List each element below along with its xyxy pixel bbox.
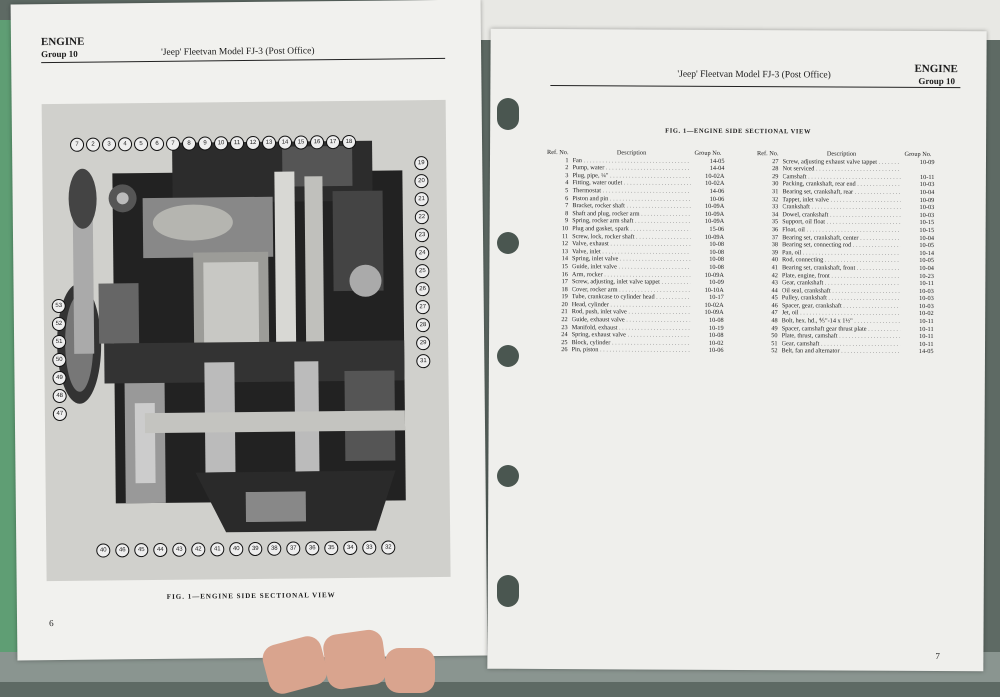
part-description-text: Pulley, crankshaft . . . xyxy=(782,295,900,303)
part-ref: 40 xyxy=(771,256,779,264)
part-ref: 39 xyxy=(771,248,779,256)
part-description xyxy=(780,188,902,196)
callout-number: 14 xyxy=(278,136,292,150)
part-ref: 19 xyxy=(561,293,568,301)
part-ref: 16 xyxy=(561,270,568,278)
part-group: 10-08 xyxy=(709,256,725,264)
part-description xyxy=(570,316,692,324)
callout-number: 20 xyxy=(414,174,428,188)
part-description-text: Thermostat . . . xyxy=(572,187,690,195)
part-group: 10-03 xyxy=(919,211,935,219)
figure-caption: FIG. 1—ENGINE SIDE SECTIONAL VIEW xyxy=(166,591,336,601)
part-ref: 31 xyxy=(772,188,779,196)
part-group: 10-09A xyxy=(704,309,724,317)
callout-number: 40 xyxy=(229,542,243,556)
parts-table-title: FIG. 1—ENGINE SIDE SECTIONAL VIEW xyxy=(665,127,812,136)
col-ref: Ref. No. xyxy=(757,150,779,158)
part-ref: 33 xyxy=(771,203,779,211)
part-description xyxy=(780,317,902,325)
part-group xyxy=(902,166,936,174)
part-group: 10-15 xyxy=(919,219,935,227)
binder-hole xyxy=(497,465,519,487)
part-ref: 36 xyxy=(771,226,779,234)
part-description-text: Plug, pipe, ¼" . . . xyxy=(572,172,690,180)
part-group: 10-10A xyxy=(704,286,724,294)
callout-number: 40 xyxy=(96,543,110,557)
part-group: 10-02A xyxy=(704,301,724,309)
callout-number: 23 xyxy=(415,228,429,242)
part-group: 10-09A xyxy=(704,233,725,241)
binder-hole xyxy=(497,575,519,607)
left-header-group-num: Group 10 xyxy=(41,48,78,60)
part-description-text: Guide, exhaust valve . . . xyxy=(572,316,690,324)
part-ref: 34 xyxy=(771,210,779,218)
callout-number: 51 xyxy=(52,335,66,349)
callout-number: 3 xyxy=(102,137,116,151)
part-group: 10-05 xyxy=(919,242,935,250)
part-ref: 20 xyxy=(561,300,568,308)
part-description-text: Pan, oil . . . xyxy=(782,249,900,257)
part-ref: 24 xyxy=(561,331,568,339)
part-group: 10-03 xyxy=(919,302,934,310)
part-ref: 23 xyxy=(561,323,568,331)
callout-number: 27 xyxy=(416,300,430,314)
part-description-text: Manifold, exhaust . . . xyxy=(572,324,690,332)
part-ref: 44 xyxy=(771,286,778,294)
part-description-text: Tappet, inlet valve . . . xyxy=(782,196,900,204)
part-description-text: Dowel, crankshaft . . . xyxy=(782,211,900,219)
part-group: 10-09A xyxy=(704,218,725,226)
callout-number: 9 xyxy=(198,136,212,150)
part-description-text: Cover, rocker arm . . . xyxy=(572,286,690,294)
part-group: 10-03 xyxy=(919,181,935,189)
part-group: 10-06 xyxy=(709,195,725,203)
part-ref: 43 xyxy=(771,279,778,287)
callout-number: 39 xyxy=(248,542,262,556)
right-header-rule xyxy=(550,85,960,88)
callout-number: 50 xyxy=(52,353,66,367)
part-description-text: Not serviced . . . xyxy=(782,165,900,173)
part-group: 10-09A xyxy=(704,271,724,279)
callout-number: 22 xyxy=(415,210,429,224)
part-description-text: Plug and gasket, spark . . . xyxy=(572,225,690,233)
part-ref: 50 xyxy=(771,332,778,340)
part-description-text: Pin, piston . . . xyxy=(571,347,689,355)
part-ref: 10 xyxy=(561,225,569,233)
part-ref: 51 xyxy=(771,340,778,348)
part-group: 14-05 xyxy=(918,348,934,356)
part-description-text: Valve, inlet . . . xyxy=(572,248,690,256)
part-ref: 22 xyxy=(561,316,568,324)
part-group: 10-08 xyxy=(709,263,724,271)
callout-number: 7 xyxy=(166,137,180,151)
binder-hole xyxy=(497,232,519,254)
callouts-bottom-row xyxy=(47,544,451,586)
callout-number: 34 xyxy=(343,541,357,555)
part-ref: 8 xyxy=(565,209,569,217)
part-group: 10-23 xyxy=(919,272,934,280)
part-ref: 47 xyxy=(771,309,778,317)
part-ref: 42 xyxy=(771,271,778,279)
part-description-text: Bearing set, crankshaft, center . . . xyxy=(782,234,900,242)
callout-number: 26 xyxy=(416,282,430,296)
callout-number: 24 xyxy=(415,246,429,260)
part-ref: 3 xyxy=(565,171,569,179)
part-group: 10-05 xyxy=(919,257,935,265)
part-description-text: Crankshaft . . . xyxy=(782,203,900,211)
callout-number: 10 xyxy=(214,136,228,150)
part-description-text: Support, oil float . . . xyxy=(782,219,900,227)
callout-number: 44 xyxy=(153,543,167,557)
part-ref: 15 xyxy=(561,262,568,271)
col-desc: Description xyxy=(826,150,857,158)
part-description xyxy=(570,263,692,271)
right-header-group-num: Group 10 xyxy=(918,75,956,87)
callout-number: 42 xyxy=(191,542,205,556)
callout-number: 11 xyxy=(230,136,244,150)
parts-row xyxy=(544,346,726,355)
callout-number: 45 xyxy=(134,543,148,557)
part-group: 10-11 xyxy=(919,318,934,326)
part-ref: 41 xyxy=(771,264,778,272)
part-group: 10-06 xyxy=(708,347,724,355)
callout-number: 19 xyxy=(414,156,428,170)
part-description xyxy=(570,278,692,286)
part-group: 10-19 xyxy=(708,324,724,332)
part-group: 10-11 xyxy=(919,173,935,181)
part-description-text: Spring, exhaust valve . . . xyxy=(572,331,690,339)
callout-number: 12 xyxy=(246,136,260,150)
part-description-text: Spacer, gear, crankshaft . . . xyxy=(782,302,900,310)
part-group: 10-09 xyxy=(709,278,724,287)
part-group: 10-11 xyxy=(919,280,934,288)
part-group: 10-02A xyxy=(705,180,725,188)
callout-number: 15 xyxy=(294,135,308,149)
part-group: 10-11 xyxy=(919,340,934,348)
part-ref: 49 xyxy=(771,324,778,332)
part-description-text: Rod, connecting . . . xyxy=(782,257,900,265)
part-ref: 21 xyxy=(561,308,568,316)
col-group: Group No. xyxy=(694,149,722,157)
part-ref: 28 xyxy=(772,165,779,173)
finger xyxy=(385,648,435,693)
right-header-title: 'Jeep' Fleetvan Model FJ-3 (Post Office) xyxy=(677,69,831,81)
callout-number: 36 xyxy=(305,541,319,555)
part-ref: 2 xyxy=(565,164,569,172)
right-page-number: 7 xyxy=(935,651,940,662)
callout-number: 31 xyxy=(416,354,430,368)
callout-number: 47 xyxy=(53,407,67,421)
part-ref: 38 xyxy=(771,241,779,249)
part-description-text: Spring, inlet valve . . . xyxy=(572,255,690,263)
part-ref: 5 xyxy=(565,187,569,195)
part-group: 10-08 xyxy=(709,240,725,249)
part-group: 10-09 xyxy=(919,196,935,204)
part-description-text: Block, cylinder . . . xyxy=(572,339,690,347)
callout-number: 49 xyxy=(52,371,66,385)
callout-number: 52 xyxy=(52,317,66,331)
part-description-text: Bolt, hex. hd., ⅘"-14 x 1½" . . . xyxy=(782,317,900,325)
part-ref: 35 xyxy=(771,218,779,226)
part-description xyxy=(780,226,902,234)
binder-hole xyxy=(497,98,519,130)
part-group: 10-03 xyxy=(919,287,934,295)
part-ref: 13 xyxy=(561,247,569,255)
callout-number: 32 xyxy=(381,540,395,554)
binder-hole xyxy=(497,345,519,367)
part-description xyxy=(780,264,902,272)
part-ref: 12 xyxy=(561,240,569,248)
part-description-text: Spacer, camshaft gear thrust plate . . . xyxy=(782,325,900,333)
part-ref: 52 xyxy=(771,347,778,355)
part-description-text: Gear, crankshaft . . . xyxy=(782,279,900,287)
part-description-text: Screw, adjusting exhaust valve tappet . . . xyxy=(782,158,900,166)
part-group: 10-02 xyxy=(918,310,934,318)
part-group: 10-08 xyxy=(708,332,724,340)
callout-number: 29 xyxy=(416,336,430,350)
part-description-text: Packing, crankshaft, rear end . . . xyxy=(782,181,900,189)
right-page xyxy=(487,29,986,672)
callout-number: 25 xyxy=(415,264,429,278)
part-ref: 18 xyxy=(561,285,568,293)
part-group: 10-09 xyxy=(919,158,935,166)
part-group: 10-11 xyxy=(919,333,934,341)
part-ref: 14 xyxy=(561,255,569,263)
part-description-text: Fan . . . xyxy=(572,157,690,165)
callout-number: 7 xyxy=(70,138,84,152)
part-description-text: Belt, fan and alternator . . . xyxy=(781,348,899,356)
col-ref: Ref. No. xyxy=(547,149,569,157)
part-ref: 46 xyxy=(771,302,778,310)
part-group: 10-14 xyxy=(919,249,935,257)
engine-cutaway-illustration xyxy=(42,100,451,581)
part-group: 10-11 xyxy=(919,325,934,333)
callout-number: 16 xyxy=(310,135,324,149)
part-description-text: Oil seal, crankshaft . . . xyxy=(782,287,900,295)
part-group: 10-03 xyxy=(919,204,935,212)
part-ref: 6 xyxy=(565,194,569,202)
part-description-text: Spring, rocker arm shaft . . . xyxy=(572,217,690,225)
part-group: 10-08 xyxy=(708,316,724,324)
part-description-text: Head, cylinder . . . xyxy=(572,301,690,309)
part-ref: 27 xyxy=(772,157,779,165)
callout-number: 6 xyxy=(150,137,164,151)
part-description-text: Plate, thrust, camshaft . . . xyxy=(782,332,900,340)
callout-number: 28 xyxy=(416,318,430,332)
part-ref: 29 xyxy=(772,172,779,180)
part-ref: 17 xyxy=(561,278,568,286)
part-group: 10-02 xyxy=(708,339,724,347)
part-description-text: Camshaft . . . xyxy=(782,173,900,181)
callout-number: 35 xyxy=(324,541,338,555)
part-ref: 37 xyxy=(771,233,779,241)
part-description-text: Gear, camshaft . . . xyxy=(782,340,900,348)
callout-number: 13 xyxy=(262,136,276,150)
part-description-text: Bearing set, crankshaft, rear . . . xyxy=(782,188,900,196)
part-group: 10-15 xyxy=(919,226,935,234)
part-description-text: Screw, adjusting, inlet valve tappet . . . xyxy=(572,278,690,286)
part-group: 10-04 xyxy=(919,264,934,272)
part-ref: 48 xyxy=(771,317,778,325)
left-page xyxy=(11,0,488,660)
part-group: 14-06 xyxy=(709,187,725,195)
part-group: 10-09A xyxy=(704,210,725,218)
left-header-group: ENGINE xyxy=(40,35,85,49)
part-ref: 7 xyxy=(565,202,569,210)
part-ref: 11 xyxy=(562,232,569,240)
finger xyxy=(321,628,388,691)
part-ref: 4 xyxy=(565,179,569,187)
col-desc: Description xyxy=(616,149,647,157)
part-group: 15-06 xyxy=(709,225,725,233)
callout-number: 38 xyxy=(267,542,281,556)
part-description xyxy=(569,347,691,355)
callout-number: 37 xyxy=(286,541,300,555)
callout-number: 33 xyxy=(362,541,376,555)
part-description-text: Plate, engine, front . . . xyxy=(782,272,900,280)
callout-number: 4 xyxy=(118,137,132,151)
part-ref: 26 xyxy=(561,346,568,354)
callout-number: 8 xyxy=(182,137,196,151)
part-group: 10-08 xyxy=(709,248,725,256)
part-description-text: Screw, lock, rocker shaft . . . xyxy=(572,233,690,241)
part-group: 14-05 xyxy=(709,157,725,165)
part-ref: 30 xyxy=(772,180,779,188)
part-ref: 9 xyxy=(565,217,569,225)
part-description-text: Tube, crankcase to cylinder head . . . xyxy=(572,293,690,301)
part-group: 10-09A xyxy=(704,202,725,211)
part-description-text: Guide, inlet valve . . . xyxy=(572,263,690,271)
part-group: 10-04 xyxy=(919,234,935,242)
part-description-text: Jet, oil . . . xyxy=(782,310,900,318)
left-header-title: 'Jeep' Fleetvan Model FJ-3 (Post Office) xyxy=(161,46,315,58)
callout-number: 48 xyxy=(53,389,67,403)
part-description-text: Shaft and plug, rocker arm . . . xyxy=(572,210,690,218)
part-description-text: Rod, push, inlet valve . . . xyxy=(572,309,690,317)
part-ref: 25 xyxy=(561,338,568,346)
part-group: 10-03 xyxy=(919,295,934,303)
callout-number: 18 xyxy=(342,135,356,149)
part-ref: 32 xyxy=(771,195,779,203)
part-description-text: Bearing set, connecting rod . . . xyxy=(782,241,900,249)
callout-number: 53 xyxy=(52,299,66,313)
engine-sectional-diagram xyxy=(42,100,451,581)
part-description-text: Arm, rocker . . . xyxy=(572,271,690,279)
callout-number: 17 xyxy=(326,135,340,149)
part-description xyxy=(570,225,692,233)
part-description-text: Pump, water . . . xyxy=(572,164,690,172)
part-description-text: Float, oil . . . xyxy=(782,226,900,234)
part-description-text: Valve, exhaust . . . xyxy=(572,240,690,248)
part-description xyxy=(570,187,692,195)
part-group: 14-04 xyxy=(709,165,725,173)
right-header-group: ENGINE xyxy=(914,62,958,76)
left-page-number: 6 xyxy=(49,618,54,629)
part-ref: 1 xyxy=(565,156,569,164)
part-group: 10-04 xyxy=(919,188,935,196)
callout-number: 46 xyxy=(115,543,129,557)
parts-row xyxy=(754,348,936,357)
callout-number: 5 xyxy=(134,137,148,151)
part-description xyxy=(779,348,901,356)
parts-table-right xyxy=(754,150,937,356)
callout-number: 21 xyxy=(415,192,429,206)
part-description-text: Bracket, rocker shaft . . . xyxy=(572,202,690,210)
part-ref: 45 xyxy=(771,294,778,302)
part-description-text: Fitting, water outlet . . . xyxy=(572,180,690,188)
callout-number: 41 xyxy=(210,542,224,556)
left-header-rule xyxy=(41,58,445,63)
part-group: 10-02A xyxy=(705,172,725,180)
parts-table-left xyxy=(544,149,727,355)
part-description-text: Bearing set, crankshaft, front . . . xyxy=(782,264,900,272)
part-group: 10-17 xyxy=(709,294,724,302)
callout-number: 2 xyxy=(86,138,100,152)
callout-number: 43 xyxy=(172,543,186,557)
col-group: Group No. xyxy=(904,150,932,159)
part-description-text: Piston and pin . . . xyxy=(572,195,690,203)
